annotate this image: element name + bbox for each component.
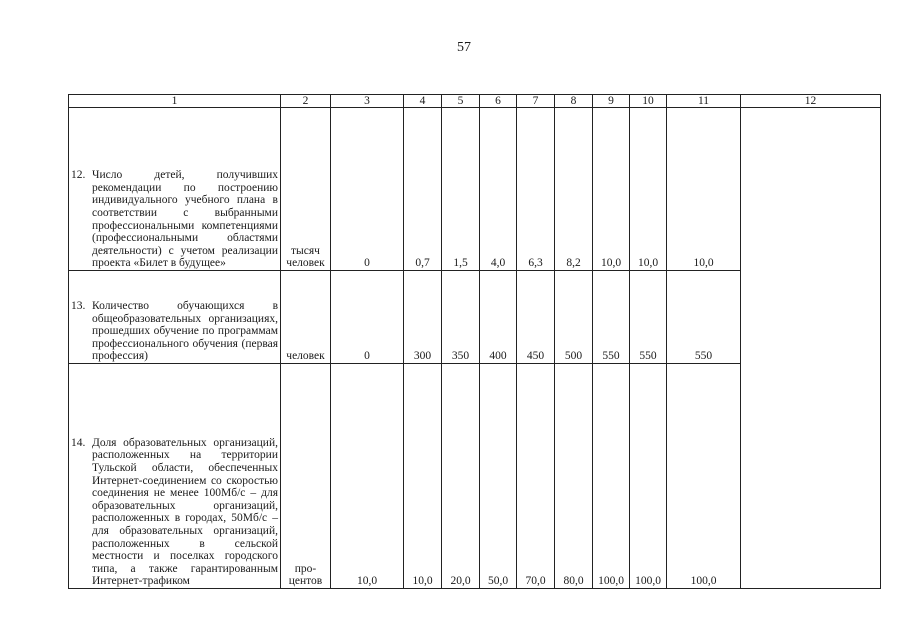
- indicators-table: [68, 94, 881, 589]
- column-header: 6: [480, 95, 517, 108]
- value-cell: 350: [442, 271, 480, 364]
- unit-cell: человек: [281, 271, 331, 364]
- value-cell: 80,0: [555, 364, 593, 589]
- value-cell: 100,0: [667, 364, 741, 589]
- value-cell: 500: [555, 271, 593, 364]
- value-cell: 6,3: [517, 108, 555, 271]
- value-cell: 0,7: [404, 108, 442, 271]
- column-header: 4: [404, 95, 442, 108]
- column-header: 10: [630, 95, 667, 108]
- value-cell: 550: [667, 271, 741, 364]
- page-number: 57: [457, 40, 471, 55]
- value-cell: 10,0: [331, 364, 404, 589]
- row-number: 12.: [71, 169, 86, 182]
- indicator-description: [69, 364, 281, 589]
- column-header: 2: [281, 95, 331, 108]
- value-cell: 550: [593, 271, 630, 364]
- unit-cell: тысяч человек: [281, 108, 331, 271]
- table-row: [69, 108, 881, 271]
- value-cell: 400: [480, 271, 517, 364]
- unit-cell: про-центов: [281, 364, 331, 589]
- column-header: 11: [667, 95, 741, 108]
- value-cell: 10,0: [593, 108, 630, 271]
- column-header: 7: [517, 95, 555, 108]
- description-text: Количество обучающихся в общеобразовательных организациях, прошедших обучение по программам профессионального обучения (первая профессия): [92, 300, 278, 363]
- value-cell: 70,0: [517, 364, 555, 589]
- value-cell: 450: [517, 271, 555, 364]
- column-header: 5: [442, 95, 480, 108]
- value-cell: 0: [331, 108, 404, 271]
- column-header: 9: [593, 95, 630, 108]
- value-cell: 550: [630, 271, 667, 364]
- value-cell: 0: [331, 271, 404, 364]
- value-cell: 10,0: [630, 108, 667, 271]
- column-header: 12: [741, 95, 881, 108]
- note-cell: [741, 108, 881, 589]
- indicator-description: [69, 108, 281, 271]
- value-cell: 8,2: [555, 108, 593, 271]
- column-header: 8: [555, 95, 593, 108]
- value-cell: 100,0: [593, 364, 630, 589]
- row-number: 14.: [71, 436, 86, 449]
- value-cell: 1,5: [442, 108, 480, 271]
- description-text: Доля образовательных организаций, расположенных на территории Тульской области, обеспеченных Интернет-соединением со скоростью соединения не менее 100Мб/с – для образовательных организаций, расположенных в городах, 50Мб/с – для образовательных организаций, расположенных в сельской местности и поселках городского типа, а также гарантированным Интернет-трафиком: [92, 436, 278, 588]
- value-cell: 300: [404, 271, 442, 364]
- value-cell: 10,0: [667, 108, 741, 271]
- header-row: [69, 95, 881, 108]
- row-number: 13.: [71, 300, 86, 313]
- indicator-description: [69, 271, 281, 364]
- description-text: Число детей, получивших рекомендации по построению индивидуального учебного плана в соответствии с выбранными профессиональными компетенциями (профессиональными областями деятельности) с учетом реализации проекта «Билет в будущее»: [92, 169, 278, 270]
- column-header: 1: [69, 95, 281, 108]
- value-cell: 4,0: [480, 108, 517, 271]
- value-cell: 100,0: [630, 364, 667, 589]
- value-cell: 10,0: [404, 364, 442, 589]
- column-header: 3: [331, 95, 404, 108]
- value-cell: 20,0: [442, 364, 480, 589]
- value-cell: 50,0: [480, 364, 517, 589]
